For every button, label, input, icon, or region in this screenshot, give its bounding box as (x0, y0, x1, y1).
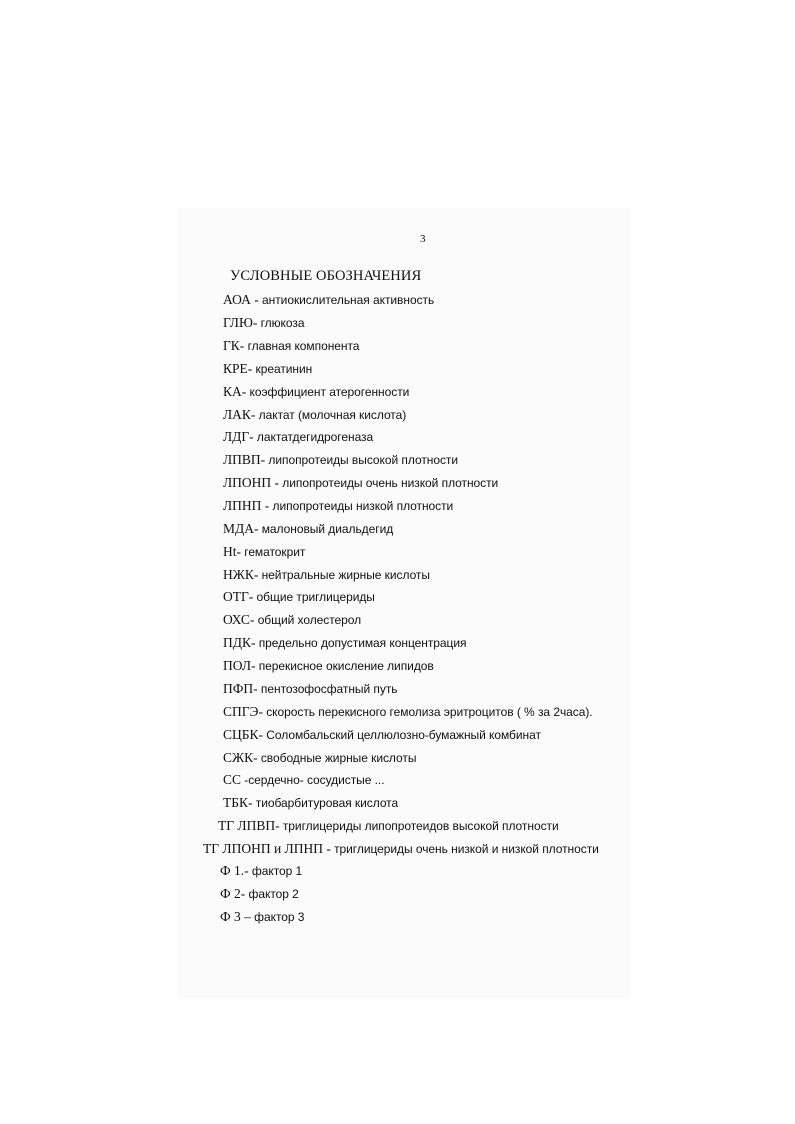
definition: свободные жирные кислоты (260, 751, 417, 765)
abbreviation: ПОЛ- (223, 658, 256, 673)
abbreviation-entry (218, 818, 559, 834)
page-number: 3 (420, 233, 426, 245)
abbreviation: Ht- (223, 544, 241, 559)
abbreviation-entry (203, 841, 599, 857)
abbreviation-entry (223, 772, 385, 788)
abbreviation: МДА- (223, 521, 259, 536)
abbreviation: КРЕ- (223, 361, 253, 376)
abbreviation-entry (223, 407, 406, 423)
abbreviation: ПДК- (223, 635, 256, 650)
abbreviation: ОТГ- (223, 589, 254, 604)
definition: главная компонента (247, 339, 360, 353)
definition: креатинин (255, 362, 313, 376)
abbreviation-entry (223, 704, 593, 720)
abbreviation-entry (223, 795, 398, 811)
abbreviation: ГЛЮ- (223, 315, 258, 330)
definition: фактор 1 (251, 864, 303, 878)
abbreviation: ПФП- (223, 681, 258, 696)
abbreviation: СС (223, 772, 242, 787)
abbreviation-entry (223, 544, 305, 560)
definition: нейтральные жирные кислоты (261, 568, 430, 582)
abbreviation-entry (223, 750, 416, 766)
abbreviation: СЖК- (223, 750, 258, 765)
page-title: УСЛОВНЫЕ ОБОЗНАЧЕНИЯ (230, 268, 422, 284)
abbreviation: НЖК- (223, 567, 259, 582)
definition: липопротеиды низкой плотности (272, 499, 454, 513)
abbreviation-entry (223, 681, 397, 697)
definition: -сердечно- сосудистые ... (244, 773, 385, 787)
definition: скорость перекисного гемолиза эритроцитов ( % за 2часа). (266, 705, 593, 719)
abbreviation: КА- (223, 384, 247, 399)
definition: антиокислительная активность (262, 293, 435, 307)
abbreviation-entry (223, 727, 541, 743)
abbreviation: ЛАК- (223, 407, 256, 422)
abbreviation-entry (223, 635, 466, 651)
definition: пентозофосфатный путь (260, 682, 398, 696)
abbreviation: ТГ ЛПОНП и ЛПНП - (203, 841, 331, 856)
definition: тиобарбитуровая кислота (255, 796, 399, 810)
definition: лактат (молочная кислота) (258, 408, 407, 422)
definition: фактор 2 (248, 887, 299, 901)
definition: триглицериды липопротеидов высокой плотности (282, 819, 559, 833)
abbreviation-entry (223, 429, 373, 445)
abbreviation-entry (223, 498, 453, 514)
abbreviation-entry (220, 863, 302, 879)
abbreviation-entry (220, 909, 304, 925)
abbreviation: СЦБК- (223, 727, 264, 742)
definition: глюкоза (260, 316, 305, 330)
definition: общие триглицериды (256, 590, 375, 604)
abbreviation-entry (223, 315, 304, 331)
abbreviation-entry (223, 361, 312, 377)
abbreviation: ТГ ЛПВП- (218, 818, 280, 833)
definition: лактатдегидрогеназа (256, 430, 374, 444)
definition: общий холестерол (257, 613, 362, 627)
definition: перекисное окисление липидов (258, 659, 434, 673)
abbreviation: ЛДГ- (223, 429, 254, 444)
abbreviation-entry (220, 886, 299, 902)
abbreviation: ГК- (223, 338, 245, 353)
definition: гематокрит (244, 545, 306, 559)
abbreviation-entry (223, 338, 359, 354)
abbreviation: Ф 3 – (220, 909, 251, 924)
definition: малоновый диальдегид (261, 522, 394, 536)
abbreviation-entry (223, 612, 361, 628)
abbreviation: Ф 2- (220, 886, 246, 901)
abbreviation: ЛПОНП - (223, 475, 280, 490)
abbreviation: ЛПНП - (223, 498, 270, 513)
abbreviation: ТБК- (223, 795, 253, 810)
definition: липопротеиды очень низкой плотности (282, 476, 499, 490)
abbreviation-entry (223, 475, 498, 491)
abbreviation: ЛПВП- (223, 452, 266, 467)
abbreviation-entry (223, 292, 434, 308)
abbreviation-entry (223, 384, 409, 400)
definition: фактор 3 (254, 910, 305, 924)
definition: Соломбальский целлюлозно-бумажный комбинат (266, 728, 541, 742)
abbreviation-entry (223, 567, 430, 583)
definition: триглицериды очень низкой и низкой плотности (334, 842, 599, 856)
abbreviation: ОХС- (223, 612, 255, 627)
abbreviation: Ф 1.- (220, 863, 249, 878)
abbreviation-entry (223, 589, 375, 605)
abbreviation-entry (223, 452, 458, 468)
abbreviation: АОА - (223, 292, 259, 307)
definition: предельно допустимая концентрация (258, 636, 467, 650)
abbreviation-entry (223, 658, 434, 674)
definition: коэффициент атерогенности (249, 385, 410, 399)
abbreviation-entry (223, 521, 393, 537)
abbreviation: СПГЭ- (223, 704, 263, 719)
definition: липопротеиды высокой плотности (268, 453, 459, 467)
